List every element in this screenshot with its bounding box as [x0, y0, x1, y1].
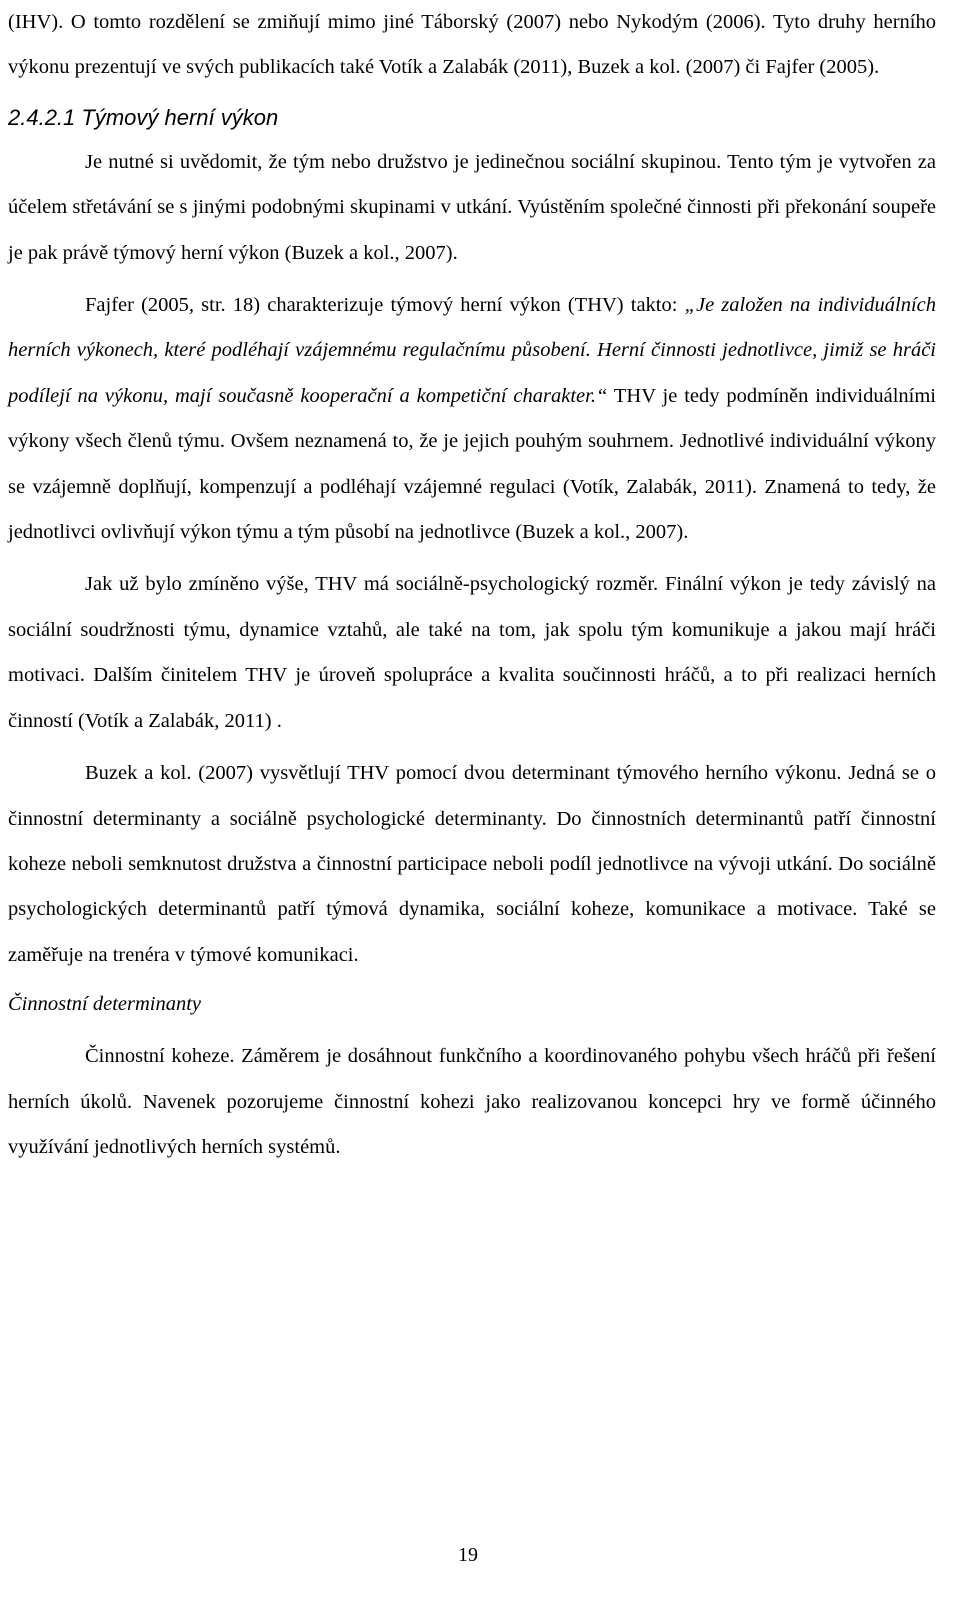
paragraph-determinants: Buzek a kol. (2007) vysvětlují THV pomocí dvou determinant týmového herního výkonu. Jedná se o činnostní determinanty a sociálně psychologické determinanty. Do činnostních determinantů patří činnostní koheze neboli semknutost družstva a činnostní participace neboli podíl jednotlivce na vývoji utkání. Do sociálně psychologických determinantů patří týmová dynamika, sociální koheze, komunikace a motivace. Také se zaměřuje na trenéra v týmové komunikaci. — [8, 762, 936, 966]
paragraph-activity-cohesion: Činnostní koheze. Záměrem je dosáhnout funkčního a koordinovaného pohybu všech hráčů při řešení herních úkolů. Navenek pozorujeme činnostní kohezi jako realizovanou koncepci hry ve formě účinného využívání jednotlivých herních systémů. — [8, 1045, 936, 1158]
paragraph-fajfer-definition — [8, 283, 936, 555]
paragraph-continuation: (IHV). O tomto rozdělení se zmiňují mimo jiné Táborský (2007) nebo Nykodým (2006). Tyto druhy herního výkonu prezentují ve svých publikacích také Votík a Zalabák (2011), Buzek a kol. (2007) či Fajfer (2005). — [8, 11, 936, 79]
subheading-activity-determinants: Činnostní determinanty — [8, 993, 202, 1016]
paragraph-social-dimension: Jak už bylo zmíněno výše, THV má sociálně-psychologický rozměr. Finální výkon je tedy závislý na sociální soudržnosti týmu, dynamice vztahů, ale také na tom, jak spolu tým komunikuje a jakou mají hráči motivaci. Dalším činitelem THV je úroveň spolupráce a kvalita součinnosti hráčů, a to při realizaci herních činností (Votík a Zalabák, 2011) . — [8, 573, 936, 732]
page-number: 19 — [458, 1544, 478, 1566]
fajfer-intro: Fajfer (2005, str. 18) charakterizuje týmový herní výkon (THV) takto: — [85, 294, 685, 317]
fajfer-quote: „Je založen na individuálních herních výkonech, které podléhají vzájemnému regulačnímu působení. Herní činnosti jednotlivce, jimiž se hráči podílejí na výkonu, mají současně kooperační a kompetiční charakter.“ — [8, 294, 936, 407]
fajfer-rest: THV je tedy podmíněn individuálními výkony všech členů týmu. Ovšem neznamená to, že je jejich pouhým souhrnem. Jednotlivé individuální výkony se vzájemně doplňují, kompenzují a podléhají vzájemné regulaci (Votík, Zalabák, 2011). Znamená to tedy, že jednotlivci ovlivňují výkon týmu a tým působí na jednotlivce (Buzek a kol., 2007). — [8, 384, 937, 544]
paragraph-team-definition: Je nutné si uvědomit, že tým nebo družstvo je jedinečnou sociální skupinou. Tento tým je vytvořen za účelem střetávání se s jinými podobnými skupinami v utkání. Vyústěním společné činnosti při překonání soupeře je pak právě týmový herní výkon (Buzek a kol., 2007). — [8, 150, 936, 264]
section-heading: 2.4.2.1 Týmový herní výkon — [8, 104, 279, 130]
document-page — [8, 0, 936, 1170]
